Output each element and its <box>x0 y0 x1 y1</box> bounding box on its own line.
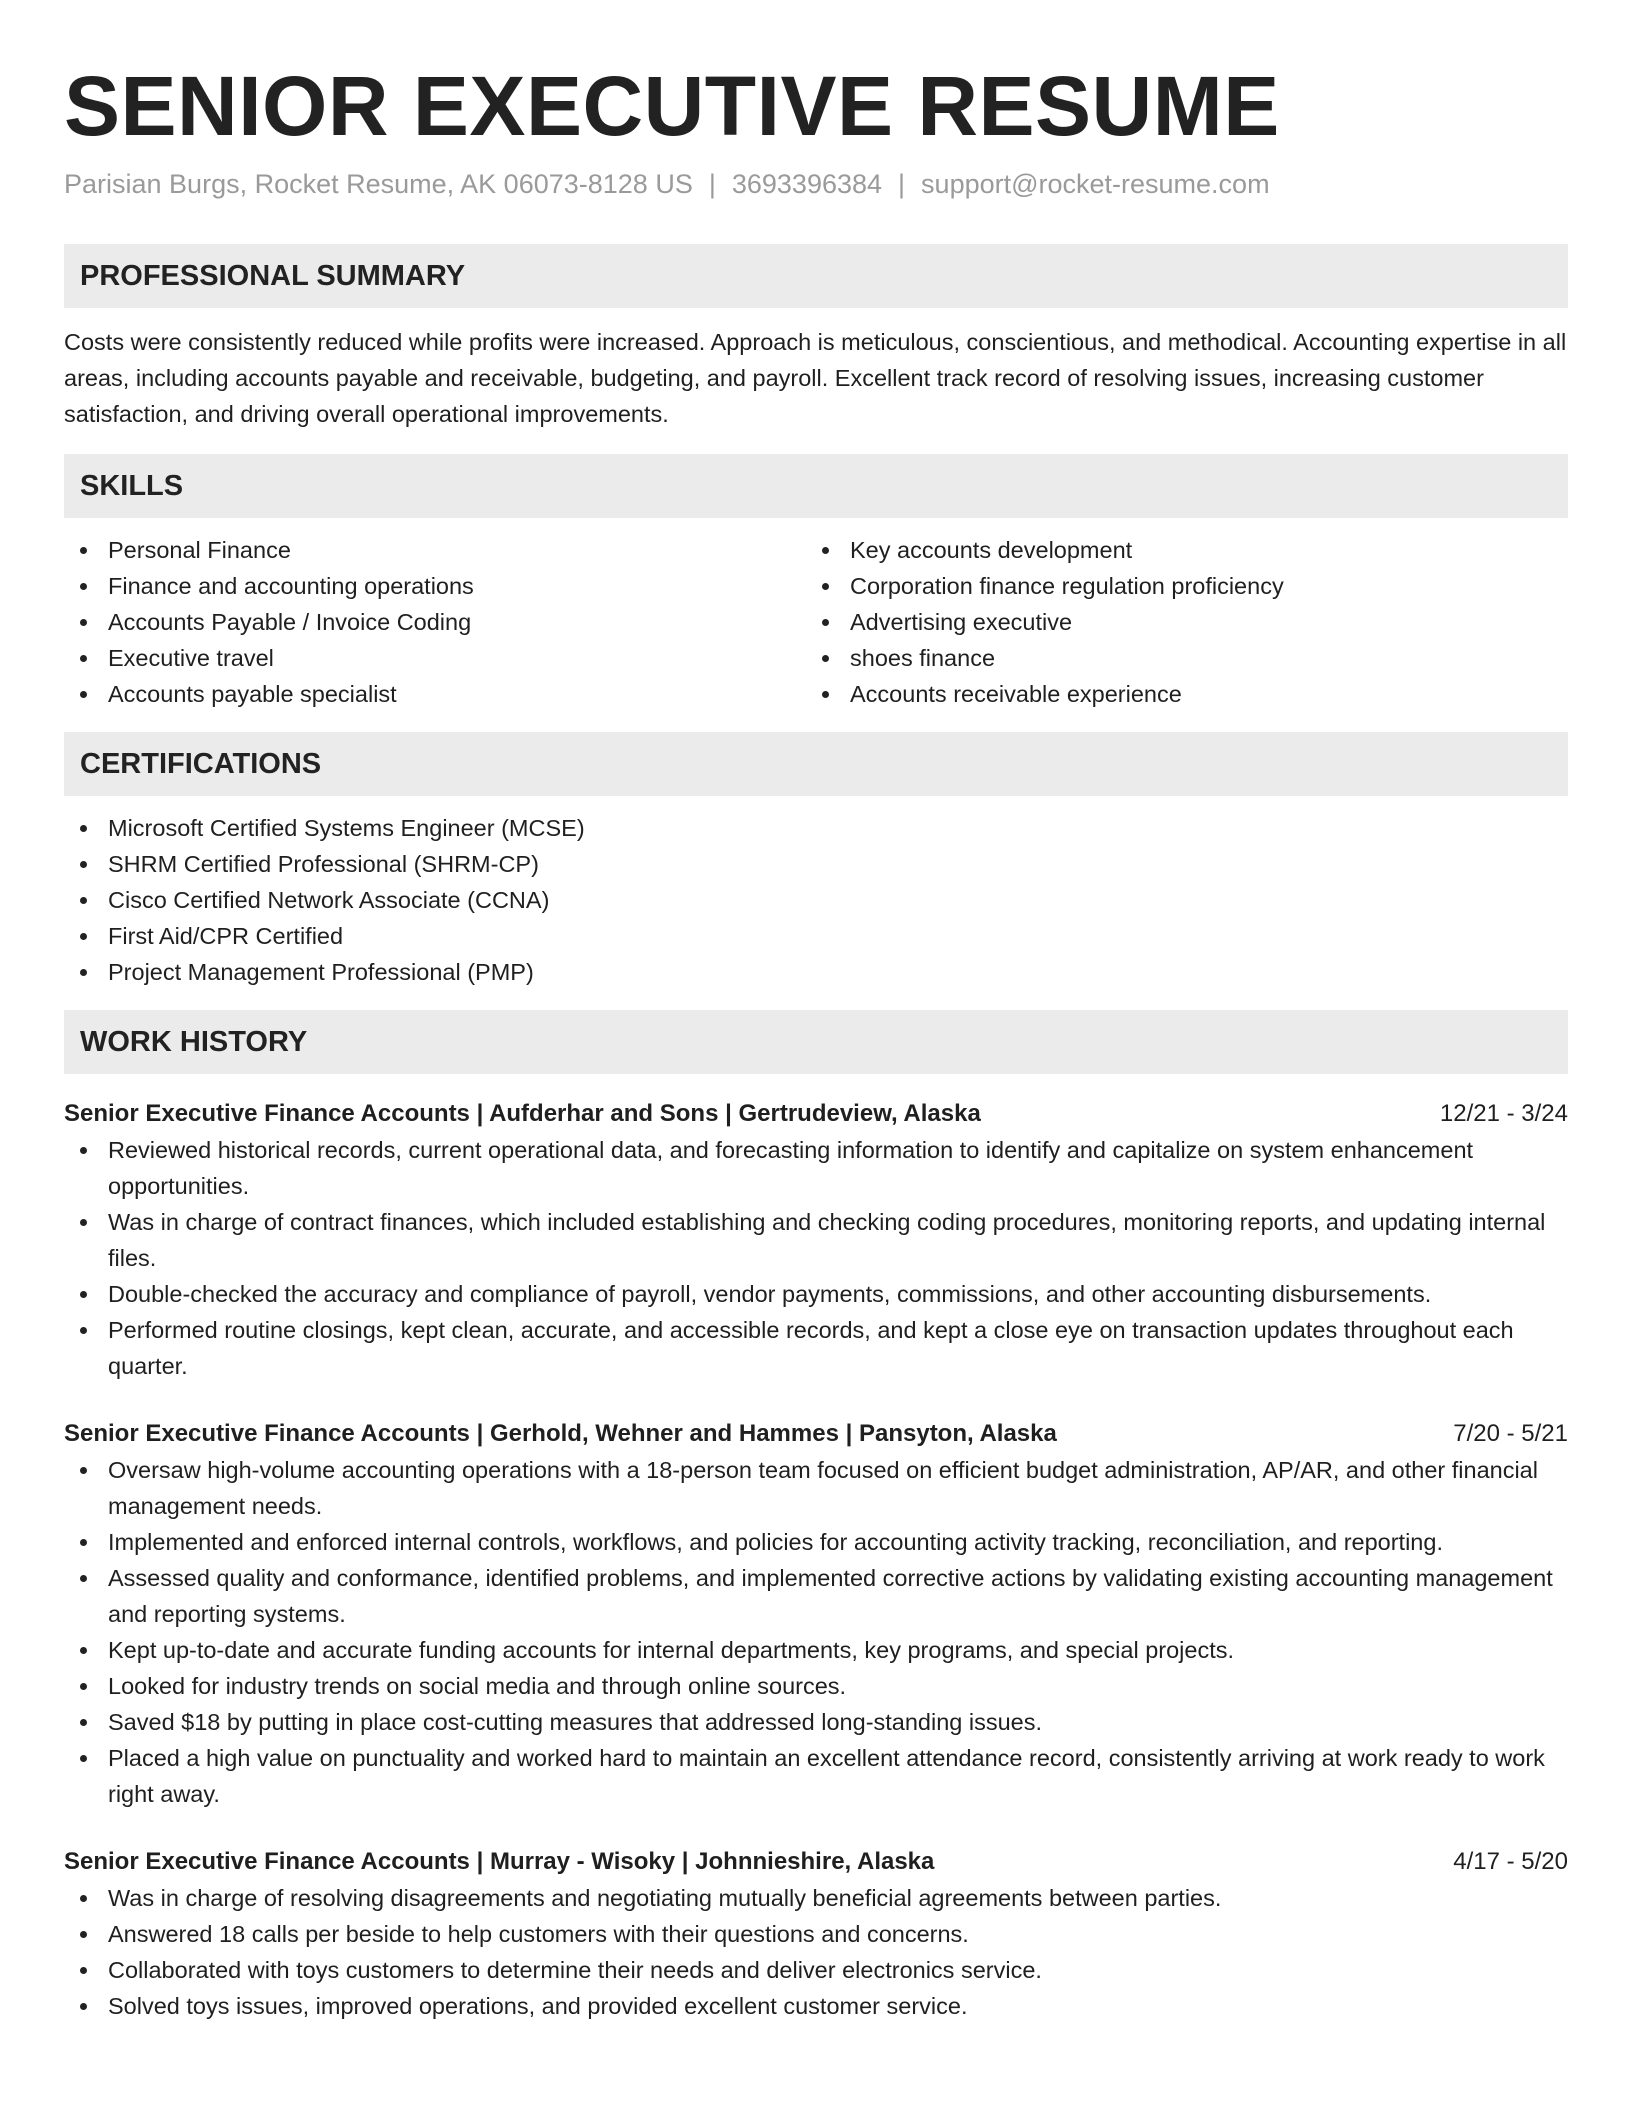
list-item: Project Management Professional (PMP) <box>64 954 1568 990</box>
section-heading-skills: SKILLS <box>64 454 1568 518</box>
contact-separator: | <box>898 169 906 199</box>
list-item: Reviewed historical records, current operational data, and forecasting information to identify and capitalize on system enhancement opportunities. <box>64 1132 1568 1204</box>
job-entry <box>64 1416 1568 1812</box>
list-item: Finance and accounting operations <box>64 568 806 604</box>
page-title: SENIOR EXECUTIVE RESUME <box>64 59 1280 153</box>
list-item: Assessed quality and conformance, identified problems, and implemented corrective actions by validating existing accounting management and reporting systems. <box>64 1560 1568 1632</box>
list-item: Executive travel <box>64 640 806 676</box>
list-item: Corporation finance regulation proficiency <box>806 568 1548 604</box>
skills-list-right <box>806 532 1548 712</box>
list-item: Was in charge of contract finances, which included establishing and checking coding procedures, monitoring reports, and updating internal files. <box>64 1204 1568 1276</box>
list-item: Double-checked the accuracy and compliance of payroll, vendor payments, commissions, and other accounting disbursements. <box>64 1276 1568 1312</box>
skills-column-right <box>806 532 1548 712</box>
list-item: Collaborated with toys customers to determine their needs and deliver electronics service. <box>64 1952 1568 1988</box>
certifications-list <box>64 810 1568 990</box>
list-item: Microsoft Certified Systems Engineer (MCSE) <box>64 810 1568 846</box>
section-heading-certifications: CERTIFICATIONS <box>64 732 1568 796</box>
job-header <box>64 1416 1568 1452</box>
section-heading-summary: PROFESSIONAL SUMMARY <box>64 244 1568 308</box>
list-item: Answered 18 calls per beside to help customers with their questions and concerns. <box>64 1916 1568 1952</box>
job-bullet-list <box>64 1880 1568 2024</box>
list-item: First Aid/CPR Certified <box>64 918 1568 954</box>
job-title: Senior Executive Finance Accounts | Gerhold, Wehner and Hammes | Pansyton, Alaska <box>64 1420 1057 1447</box>
job-title: Senior Executive Finance Accounts | Aufderhar and Sons | Gertrudeview, Alaska <box>64 1100 981 1127</box>
list-item: Accounts payable specialist <box>64 676 806 712</box>
list-item: Implemented and enforced internal controls, workflows, and policies for accounting activity tracking, reconciliation, and reporting. <box>64 1524 1568 1560</box>
list-item: Looked for industry trends on social media and through online sources. <box>64 1668 1568 1704</box>
contact-separator: | <box>708 169 716 199</box>
resume-page <box>64 0 1568 2024</box>
list-item: Solved toys issues, improved operations, and provided excellent customer service. <box>64 1988 1568 2024</box>
summary-text: Costs were consistently reduced while profits were increased. Approach is meticulous, conscientious, and methodical. Accounting expertise in all areas, including accounts payable and receivable, budgeting, and payroll. Excellent track record of resolving issues, increasing customer satisfaction, and driving overall operational improvements. <box>64 329 1567 427</box>
list-item: Personal Finance <box>64 532 806 568</box>
list-item: shoes finance <box>806 640 1548 676</box>
job-entry <box>64 1096 1568 1384</box>
job-header <box>64 1844 1568 1880</box>
job-dates: 7/20 - 5/21 <box>1453 1420 1568 1447</box>
list-item: Oversaw high-volume accounting operations with a 18-person team focused on efficient budget administration, AP/AR, and other financial management needs. <box>64 1452 1568 1524</box>
list-item: Kept up-to-date and accurate funding accounts for internal departments, key programs, and special projects. <box>64 1632 1568 1668</box>
list-item: Placed a high value on punctuality and worked hard to maintain an excellent attendance record, consistently arriving at work ready to work right away. <box>64 1740 1568 1812</box>
contact-phone: 3693396384 <box>731 169 883 199</box>
job-header <box>64 1096 1568 1132</box>
list-item: Performed routine closings, kept clean, accurate, and accessible records, and kept a close eye on transaction updates throughout each quarter. <box>64 1312 1568 1384</box>
job-bullet-list <box>64 1452 1568 1812</box>
contact-email: support@rocket-resume.com <box>921 169 1270 199</box>
contact-line <box>64 166 1568 202</box>
section-heading-work-history: WORK HISTORY <box>64 1010 1568 1074</box>
job-title: Senior Executive Finance Accounts | Murray - Wisoky | Johnnieshire, Alaska <box>64 1848 935 1875</box>
skills-grid <box>64 532 1568 712</box>
job-dates: 12/21 - 3/24 <box>1439 1100 1568 1127</box>
list-item: Was in charge of resolving disagreements and negotiating mutually beneficial agreements between parties. <box>64 1880 1568 1916</box>
list-item: Accounts receivable experience <box>806 676 1548 712</box>
list-item: Advertising executive <box>806 604 1548 640</box>
list-item: SHRM Certified Professional (SHRM-CP) <box>64 846 1568 882</box>
list-item: Saved $18 by putting in place cost-cutting measures that addressed long-standing issues. <box>64 1704 1568 1740</box>
job-bullet-list <box>64 1132 1568 1384</box>
list-item: Key accounts development <box>806 532 1548 568</box>
skills-list-left <box>64 532 806 712</box>
list-item: Cisco Certified Network Associate (CCNA) <box>64 882 1568 918</box>
job-entry <box>64 1844 1568 2024</box>
contact-address: Parisian Burgs, Rocket Resume, AK 06073-8128 US <box>64 169 693 199</box>
list-item: Accounts Payable / Invoice Coding <box>64 604 806 640</box>
skills-column-left <box>64 532 806 712</box>
work-history-list <box>64 1096 1568 2024</box>
job-dates: 4/17 - 5/20 <box>1453 1848 1568 1875</box>
